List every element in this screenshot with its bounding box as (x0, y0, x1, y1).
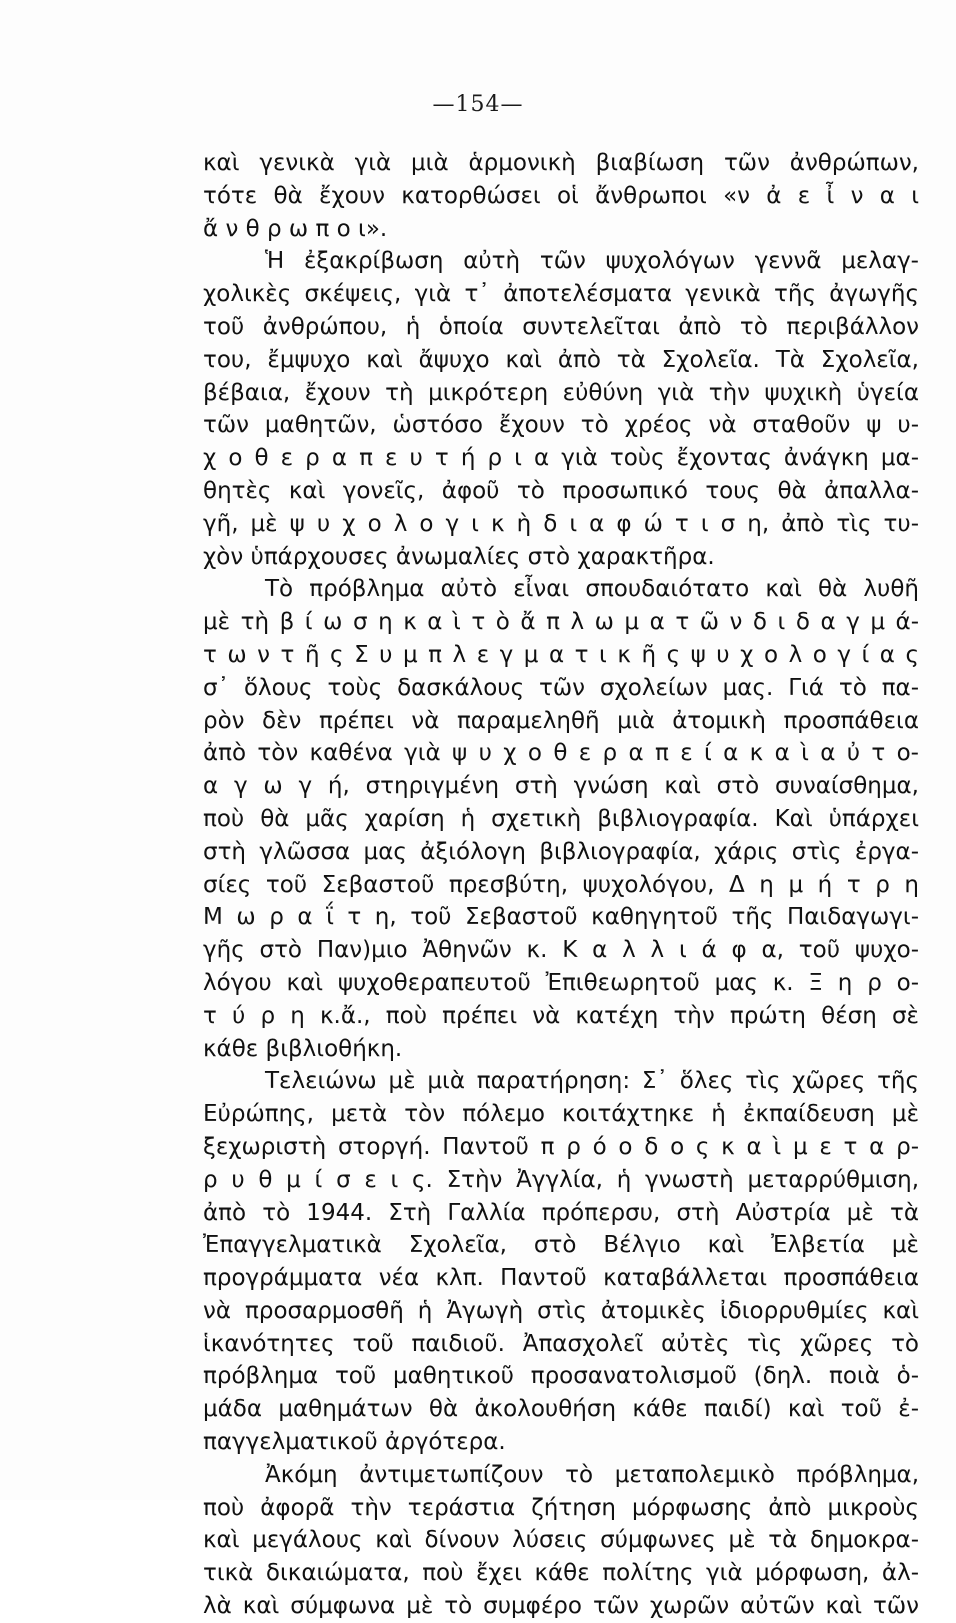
text-line: τότε θὰ ἔχουν κατορθώσει οἱ ἄνθρωποι «ν ἀ ε ἶ ν α ι (203, 182, 919, 209)
text-line: α γ ω γ ή, στηριγμένη στὴ γνώση καὶ στὸ συναίσθημα, (203, 773, 919, 800)
text-line: χολικὲς σκέψεις, γιὰ τ᾿ ἀποτελέσματα γενικὰ τῆς ἀγωγῆς (203, 281, 919, 308)
text-line: ἱκανότητες τοῦ παιδιοῦ. Ἀπασχολεῖ αὐτὲς τὶς χῶρες τὸ (203, 1330, 919, 1357)
text-line: λὰ καὶ σύμφωνα μὲ τὸ συμφέρο τῶν χωρῶν αὐτῶν καὶ τῶν (203, 1593, 919, 1620)
text-line: βέβαια, ἔχουν τὴ μικρότερη εὐθύνη γιὰ τὴν ψυχικὴ ὑγεία (203, 379, 919, 406)
text-line: ἀπὸ τὸ 1944. Στὴ Γαλλία πρόπερσυ, στὴ Αὐστρία μὲ τὰ (203, 1199, 919, 1226)
text-line: Μ ω ρ α ΐ τ η, τοῦ Σεβαστοῦ καθηγητοῦ τῆς Παιδαγωγι- (203, 904, 919, 931)
text-line: παγγελματικοῦ ἀργότερα. (203, 1429, 506, 1456)
text-line: κάθε βιβλιοθήκη. (203, 1035, 403, 1062)
text-line: τ ύ ρ η κ.ἄ., ποὺ πρέπει νὰ κατέχη τὴν πρώτη θέση σὲ (203, 1002, 919, 1029)
text-line: προγράμματα νέα κλπ. Παντοῦ καταβάλλεται προσπάθεια (203, 1265, 919, 1292)
text-line: πρόβλημα τοῦ μαθητικοῦ προσανατολισμοῦ (δηλ. ποιὰ ὁ- (203, 1363, 919, 1390)
text-line: Ἐπαγγελματικὰ Σχολεῖα, στὸ Βέλγιο καὶ Ἐλβετία μὲ (203, 1232, 919, 1259)
text-line: γῆ, μὲ ψ υ χ ο λ ο γ ι κ ὴ δ ι α φ ώ τ ι σ η, ἀπὸ τὶς τυ- (203, 510, 919, 537)
text-line: γῆς στὸ Παν)μιο Ἀθηνῶν κ. Κ α λ λ ι ά φ α, τοῦ ψυχο- (203, 937, 919, 964)
text-line: τικὰ δικαιώματα, ποὺ ἔχει κάθε πολίτης γιὰ μόρφωση, ἀλ- (203, 1560, 919, 1587)
text-line: Τελειώνω μὲ μιὰ παρατήρηση: Σ᾿ ὅλες τὶς χῶρες τῆς (265, 1068, 919, 1095)
text-line: χὸν ὑπάρχουσες ἀνωμαλίες στὸ χαρακτῆρα. (203, 543, 715, 570)
text-line: Εὐρώπης, μετὰ τὸν πόλεμο κοιτάχτηκε ἡ ἐκπαίδευση μὲ (203, 1101, 919, 1128)
text-line: μὲ τὴ β ί ω σ η κ α ὶ τ ὸ ἄ π λ ω μ α τ ῶ ν δ ι δ α γ μ ά- (203, 609, 919, 636)
text-line: ρὸν δὲν πρέπει νὰ παραμεληθῆ μιὰ ἀτομικὴ προσπάθεια (203, 707, 919, 734)
text-line: ποὺ ἀφορᾶ τὴν τεράστια ζήτηση μόρφωσης ἀπὸ μικροὺς (203, 1494, 919, 1521)
text-line: του, ἔμψυχο καὶ ἄψυχο καὶ ἀπὸ τὰ Σχολεῖα. Τὰ Σχολεῖα, (203, 346, 919, 373)
text-line: τοῦ ἀνθρώπου, ἡ ὁποία συντελεῖται ἀπὸ τὸ περιβάλλον (203, 313, 919, 340)
text-line: νὰ προσαρμοσθῆ ἡ Ἀγωγὴ στὶς ἀτομικὲς ἰδιορρυθμίες καὶ (203, 1297, 919, 1324)
text-line: θητὲς καὶ γονεῖς, ἀφοῦ τὸ προσωπικό τους θὰ ἀπαλλα- (203, 477, 919, 504)
text-line: Ἡ ἐξακρίβωση αὐτὴ τῶν ψυχολόγων γεννᾶ μελαγ- (265, 248, 919, 275)
body-text (203, 147, 919, 1623)
text-line: τ ω ν τ ῆ ς Σ υ μ π λ ε γ μ α τ ι κ ῆ ς ψ υ χ ο λ ο γ ί α ς (203, 641, 919, 668)
text-line: σ᾿ ὅλους τοὺς δασκάλους τῶν σχολείων μας. Γιά τὸ πα- (203, 674, 919, 701)
text-line: καὶ γενικὰ γιὰ μιὰ ἁρμονικὴ βιαβίωση τῶν ἀνθρώπων, (203, 150, 919, 176)
text-line: στὴ γλῶσσα μας ἀξιόλογη βιβλιογραφία, χάρις στὶς ἐργα- (203, 838, 919, 865)
text-line: ἄ ν θ ρ ω π ο ι». (203, 215, 388, 242)
text-line: λόγου καὶ ψυχοθεραπευτοῦ Ἐπιθεωρητοῦ μας κ. Ξ η ρ ο- (203, 969, 919, 996)
text-line: ρ υ θ μ ί σ ε ι ς. Στὴν Ἀγγλία, ἡ γνωστὴ μεταρρύθμιση, (203, 1166, 919, 1193)
text-line: χ ο θ ε ρ α π ε υ τ ή ρ ι α γιὰ τοὺς ἔχοντας ἀνάγκη μα- (203, 445, 919, 472)
text-line: ἀπὸ τὸν καθένα γιὰ ψ υ χ ο θ ε ρ α π ε ί α κ α ὶ α ὐ τ ο- (203, 740, 919, 767)
text-line: τῶν μαθητῶν, ὡστόσο ἔχουν τὸ χρέος νὰ σταθοῦν ψ υ- (203, 412, 919, 439)
text-line: μάδα μαθημάτων θὰ ἀκολουθήση κάθε παιδί) καὶ τοῦ ἐ- (203, 1396, 919, 1423)
text-line: Τὸ πρόβλημα αὐτὸ εἶναι σπουδαιότατο καὶ θὰ λυθῆ (265, 576, 919, 603)
text-line: σίες τοῦ Σεβαστοῦ πρεσβύτη, ψυχολόγου, Δ η μ ή τ ρ η (203, 871, 919, 898)
text-line: Ἀκόμη ἀντιμετωπίζουν τὸ μεταπολεμικὸ πρόβλημα, (265, 1461, 919, 1488)
text-line: καὶ μεγάλους καὶ δίνουν λύσεις σύμφωνες μὲ τὰ δημοκρα- (203, 1527, 919, 1554)
text-line: ποὺ θὰ μᾶς χαρίση ἡ σχετικὴ βιβλιογραφία. Καὶ ὑπάρχει (203, 805, 919, 832)
page-number: —154— (432, 92, 524, 117)
text-line: ξεχωριστὴ στοργή. Παντοῦ π ρ ό ο δ ο ς κ α ὶ μ ε τ α ρ- (203, 1133, 919, 1160)
